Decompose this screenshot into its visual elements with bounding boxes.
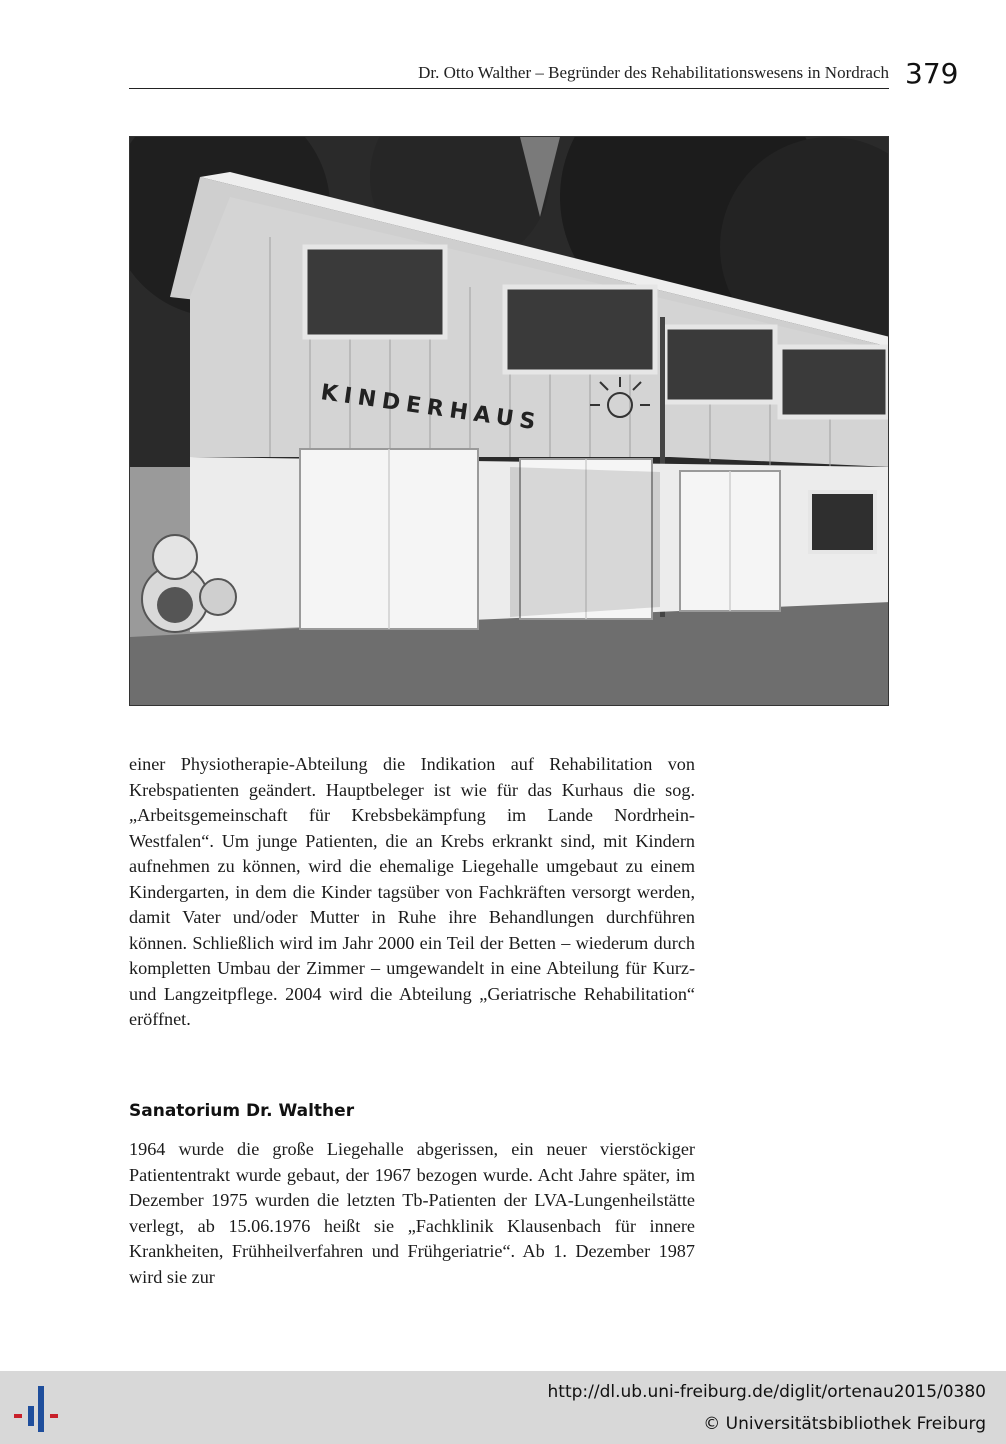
footer-url-link[interactable]: http://dl.ub.uni-freiburg.de/diglit/ortenau2015/0380 — [547, 1382, 986, 1402]
kinderhaus-sign: KINDERHAUS — [319, 380, 543, 436]
kinderhaus-photo — [129, 136, 889, 706]
page-number: 379 — [905, 57, 959, 90]
footer-copyright: © Universitätsbibliothek Freiburg — [703, 1414, 986, 1434]
running-header-title: Dr. Otto Walther – Begründer des Rehabilitationswesens in Nordrach — [418, 63, 889, 82]
university-library-logo — [14, 1384, 64, 1434]
section-heading: Sanatorium Dr. Walther — [129, 1101, 355, 1121]
body-paragraph-2: 1964 wurde die große Liegehalle abgerissen, ein neuer vierstöckiger Patiententrakt wurde gebaut, der 1967 bezogen wurde. Acht Jahre später, im Dezember 1975 wurden die letzten Tb-Patienten der LVA-Lungenheilstätte verlegt, ab 15.06.1976 heißt sie „Fachklinik Klausenbach für innere Krankheiten, Frühheilverfahren und Frühgeriatrie“. Ab 1. Dezember 1987 wird sie zur — [129, 1139, 695, 1287]
body-paragraph-1: einer Physiotherapie-Abteilung die Indikation auf Rehabilitation von Krebspatienten geändert. Hauptbeleger ist wie für das Kurhaus die sog. „Arbeitsgemeinschaft für Krebsbekämpfung im Lande Nordrhein-Westfalen“. Um junge Patienten, die an Krebs erkrankt sind, mit Kindern aufnehmen zu können, wird die ehemalige Liegehalle umgebaut zu einem Kindergarten, in dem die Kinder tagsüber von Fachkräften versorgt werden, damit Vater und/oder Mutter in Ruhe ihre Behandlungen durchführen können. Schließlich wird im Jahr 2000 ein Teil der Betten – wiederum durch kompletten Umbau der Zimmer – umgewandelt in eine Abteilung für Kurz- und Langzeitpflege. 2004 wird die Abteilung „Geriatrische Rehabilitation“ eröffnet. — [129, 754, 695, 1029]
header-rule — [129, 88, 889, 89]
